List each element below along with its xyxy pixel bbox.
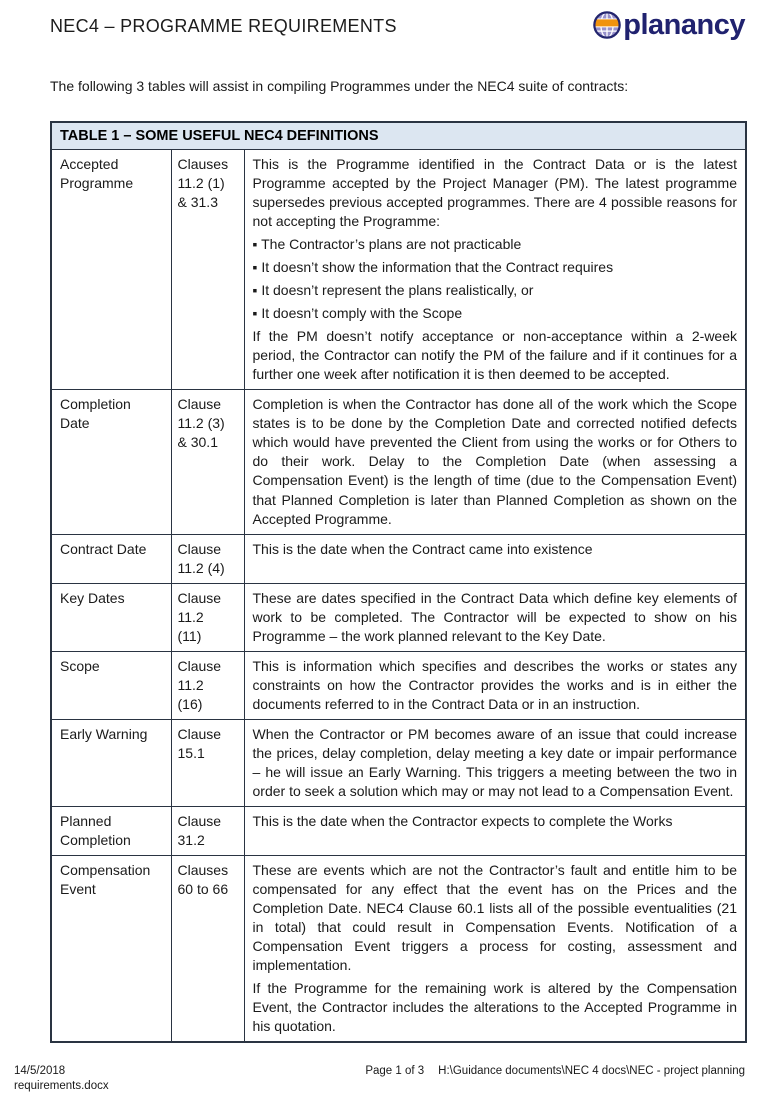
- definition-cell: [244, 150, 746, 390]
- footer-file-path: H:\Guidance documents\NEC 4 docs\NEC - project planning: [438, 1065, 745, 1077]
- definition-paragraph: These are events which are not the Contractor’s fault and entitle him to be compensated for any effect that the event has on the Prices and the Completion Date. NEC4 Clause 60.1 lists all of the possible eventualities (21 in total) that could result in Compensation Events. Notification of a Compensation Event triggers a process for costing, assessment and implementation.: [252, 862, 737, 974]
- definition-bullet: ▪ It doesn’t represent the plans realistically, or: [252, 282, 534, 299]
- definition-cell: [244, 719, 746, 806]
- table-row: [51, 806, 746, 855]
- definition-cell: [244, 583, 746, 651]
- globe-icon: [592, 10, 622, 40]
- definition-paragraph: When the Contractor or PM becomes aware of an issue that could increase the prices, delay completion, delay meeting a key date or impair performance – he will issue an Early Warning. This triggers a meeting between the two in order to seek a solution which may or may not lead to a Compensation Event.: [252, 725, 737, 799]
- clause-cell: Clauses 11.2 (1) & 31.3: [171, 150, 244, 390]
- term-cell: Key Dates: [51, 583, 171, 651]
- footer-date: 14/5/2018: [14, 1065, 66, 1077]
- definition-paragraph: This is information which specifies and describes the works or states any constraints on how the Contractor provides the works and is in either the documents referred to in the Contract Data or in an instruction.: [252, 657, 737, 712]
- definition-paragraph: This is the Programme identified in the Contract Data or is the latest Programme accepted by the Project Manager (PM). The latest programme supersedes previous accepted programmes. There are 4 possible reasons for not accepting the Programme:: [252, 156, 737, 230]
- table-row: [51, 856, 746, 1043]
- definitions-table-rows: [51, 122, 746, 1042]
- definition-cell: [244, 806, 746, 855]
- term-cell: Contract Date: [51, 534, 171, 583]
- clause-cell: Clause 15.1: [171, 719, 244, 806]
- definitions-table: [50, 121, 747, 1043]
- document-header: [0, 0, 768, 40]
- term-cell: Scope: [51, 651, 171, 719]
- definition-paragraph: If the Programme for the remaining work is altered by the Compensation Event, the Contractor includes the alterations to the Accepted Programme in his quotation.: [252, 980, 737, 1035]
- footer-page-number: Page 1 of 3: [365, 1065, 425, 1077]
- page-footer: [14, 1065, 745, 1092]
- table-row: [51, 651, 746, 719]
- definition-bullet: ▪ It doesn’t show the information that the Contract requires: [252, 259, 614, 276]
- definition-paragraph: This is the date when the Contract came into existence: [252, 540, 593, 557]
- table-title: TABLE 1 – SOME USEFUL NEC4 DEFINITIONS: [51, 122, 746, 150]
- table-row: [51, 534, 746, 583]
- table-title-row: [51, 122, 746, 150]
- table-row: [51, 719, 746, 806]
- footer-filename: requirements.docx: [14, 1080, 109, 1092]
- definition-cell: [244, 390, 746, 534]
- definition-cell: [244, 534, 746, 583]
- term-cell: Completion Date: [51, 390, 171, 534]
- term-cell: Early Warning: [51, 719, 171, 806]
- table-row: [51, 390, 746, 534]
- definition-paragraph: This is the date when the Contractor expects to complete the Works: [252, 812, 673, 829]
- page-title: NEC4 – PROGRAMME REQUIREMENTS: [50, 16, 397, 36]
- definition-cell: [244, 651, 746, 719]
- term-cell: Compensation Event: [51, 856, 171, 1043]
- clause-cell: Clause 11.2 (3) & 30.1: [171, 390, 244, 534]
- term-cell: Planned Completion: [51, 806, 171, 855]
- clause-cell: Clauses 60 to 66: [171, 856, 244, 1043]
- definition-cell: [244, 856, 746, 1043]
- intro-text: The following 3 tables will assist in compiling Programmes under the NEC4 suite of contracts:: [50, 78, 629, 94]
- definition-bullet: ▪ The Contractor’s plans are not practicable: [252, 236, 522, 253]
- table-row: [51, 150, 746, 390]
- clause-cell: Clause 11.2 (4): [171, 534, 244, 583]
- definition-paragraph: These are dates specified in the Contract Data which define key elements of work to be completed. The Contractor will be expected to show on his Programme – the work planned relevant to the Key Date.: [252, 589, 737, 644]
- clause-cell: Clause 11.2 (16): [171, 651, 244, 719]
- logo-wordmark: planancy: [623, 8, 745, 41]
- footer-right-group: [365, 1065, 745, 1077]
- table-row: [51, 583, 746, 651]
- clause-cell: Clause 11.2 (11): [171, 583, 244, 651]
- clause-cell: Clause 31.2: [171, 806, 244, 855]
- definition-paragraph: Completion is when the Contractor has done all of the work which the Scope states is to be done by the Completion Date and corrected notified defects which would have prevented the Client from using the works or for Others to do their work. Delay to the Completion Date (when assessing a Compensation Event) is the length of time (due to the Compensation Event) that Planned Completion is later than Planned Completion as shown on the Accepted Programme.: [252, 396, 737, 527]
- planancy-logo: [592, 10, 745, 40]
- definition-paragraph: If the PM doesn’t notify acceptance or non-acceptance within a 2-week period, the Contractor can notify the PM of the failure and if it continues for a further one week after notification it is then deemed to be accepted.: [252, 328, 737, 383]
- definition-bullet: ▪ It doesn’t comply with the Scope: [252, 305, 463, 322]
- term-cell: Accepted Programme: [51, 150, 171, 390]
- footer-line-1: [14, 1065, 745, 1077]
